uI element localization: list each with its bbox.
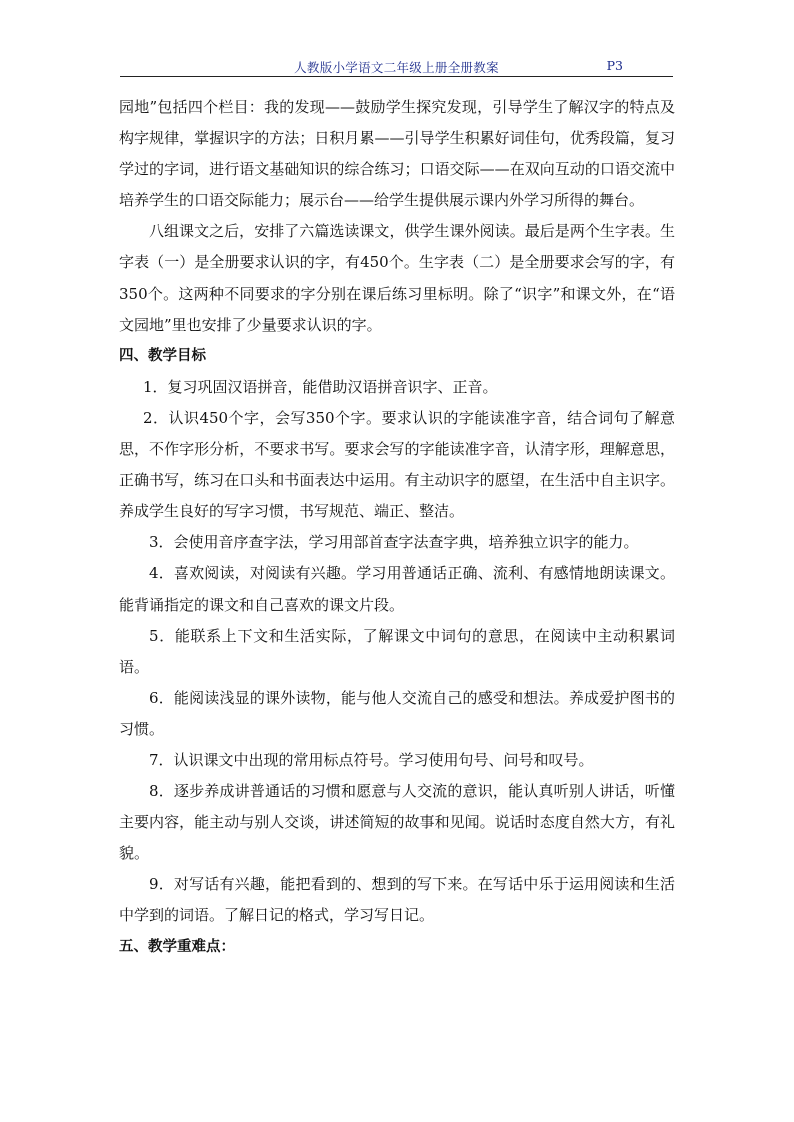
goal-item: 1．复习巩固汉语拼音，能借助汉语拼音识字、正音。 — [143, 377, 498, 396]
page-number: P3 — [606, 58, 623, 73]
goal-item: 4．喜欢阅读，对阅读有兴趣。学习用普通话正确、流利、有感情地朗读课文。能背诵指定的课文和自己喜欢的课文片段。 — [119, 564, 675, 614]
section-heading-key-difficulties: 五、教学重难点： — [119, 938, 235, 955]
page-header — [120, 56, 673, 77]
document-body — [119, 92, 675, 963]
document-title: 人教版小学语文二年级上册全册教案 — [294, 60, 499, 75]
goal-item: 7．认识课文中出现的常用标点符号。学习使用句号、问号和叹号。 — [149, 750, 594, 769]
paragraph-yuwen-yuandi: 园地”包括四个栏目：我的发现——鼓励学生探究发现，引导学生了解汉字的特点及构字规律，掌握识字的方法；日积月累——引导学生积累好词佳句，优秀段篇，复习学过的字词，进行语文基础知识的综合练习；口语交际——在双向互动的口语交流中培养学生的口语交际能力；展示台——给学生提供展示课内外学习所得的舞台。 — [119, 98, 675, 210]
goal-item: 9．对写话有兴趣，能把看到的、想到的写下来。在写话中乐于运用阅读和生活中学到的词语。了解日记的格式，学习写日记。 — [119, 875, 675, 925]
section-heading-teaching-goals: 四、教学目标 — [119, 347, 206, 364]
goal-item: 5．能联系上下文和生活实际，了解课文中词句的意思，在阅读中主动积累词语。 — [119, 626, 675, 676]
goal-item: 2．认识450个字，会写350个字。要求认识的字能读准字音，结合词句了解意思，不作字形分析，不要求书写。要求会写的字能读准字音，认清字形，理解意思，正确书写，练习在口头和书面表达中运用。有主动识字的愿望，在生活中自主识字。养成学生良好的写字习惯，书写规范、端正、整洁。 — [119, 408, 675, 521]
goal-item: 8．逐步养成讲普通话的习惯和愿意与人交流的意识，能认真听别人讲话，听懂主要内容，能主动与别人交谈，讲述简短的故事和见闻。说话时态度自然大方，有礼貌。 — [119, 782, 675, 863]
goal-item: 3．会使用音序查字法，学习用部首查字法查字典，培养独立识字的能力。 — [149, 533, 639, 552]
paragraph-reading-and-characters: 八组课文之后，安排了六篇选读课文，供学生课外阅读。最后是两个生字表。生字表（一）是全册要求认识的字，有450个。生字表（二）是全册要求会写的字，有350个。这两种不同要求的字分别在课后练习里标明。除了“识字”和课文外，在“语文园地”里也安排了少量要求认识的字。 — [119, 222, 675, 334]
goal-item: 6．能阅读浅显的课外读物，能与他人交流自己的感受和想法。养成爱护图书的习惯。 — [119, 688, 675, 738]
